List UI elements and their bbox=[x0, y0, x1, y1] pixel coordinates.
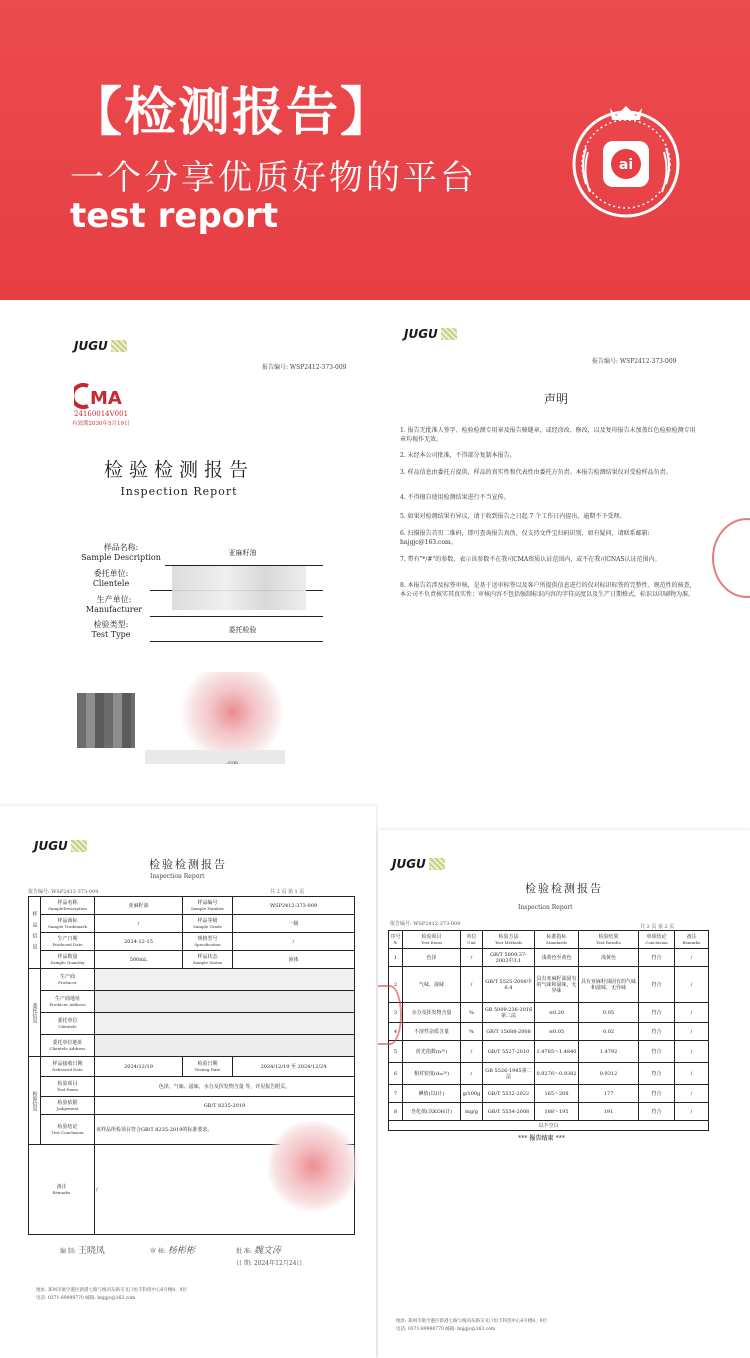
report-info-page bbox=[0, 806, 376, 1358]
lab-contact: 电话: 0371-89998770 邮箱: hnjgjc@163.com bbox=[36, 1296, 136, 1301]
table-row: 4 不溶性杂质含量 % GB/T 15688-2008 ≤0.05 0.02 符合 / bbox=[389, 1023, 709, 1041]
footer-fragment: .com bbox=[226, 760, 239, 766]
page-info: 共 2 页 第 2 页 bbox=[640, 924, 675, 930]
sample-name-value: 亚麻籽油 bbox=[95, 897, 183, 915]
lab-logo bbox=[404, 328, 457, 340]
report-number: 报告编号: WSP2412-373-009 bbox=[28, 889, 99, 895]
lab-logo bbox=[34, 840, 87, 852]
trademark-value: / bbox=[95, 915, 183, 933]
page3-title: 检验检测报告 bbox=[149, 858, 227, 871]
field-manufacturer-label: 生产单位: Manufacturer bbox=[85, 595, 143, 614]
redacted-client-info bbox=[172, 566, 306, 610]
banner-title: 【检测报告】 bbox=[70, 83, 395, 143]
qr-code-redacted bbox=[77, 693, 135, 748]
field-testtype-value: 委托检验 bbox=[228, 626, 257, 634]
field-manufacturer-line bbox=[150, 616, 323, 617]
svg-text:MA: MA bbox=[90, 388, 122, 409]
conclusion-value: 该样品所检项目符合GB/T 8235-2019的标准要求。 bbox=[95, 1115, 355, 1145]
sign-approver: 批 准: 魏文涛 bbox=[236, 1246, 281, 1256]
table-row: 7 碘值(以I计) g/100g GB/T 5532-2022 165～208 177 符合 / bbox=[389, 1085, 709, 1103]
lab-address: 地址: 郑州市航空港区新港七路与梅河东路交叉口恒丰科创中心6号楼8、9层 bbox=[36, 1288, 188, 1293]
page4-title: 检验检测报告 bbox=[525, 882, 603, 895]
field-testtype-line bbox=[150, 641, 323, 642]
logo-mark-icon bbox=[441, 328, 457, 340]
statement-title: 声明 bbox=[543, 392, 568, 406]
testing-date-value: 2024/12/19 至 2024/12/24 bbox=[233, 1057, 355, 1077]
seal-redacted bbox=[268, 1121, 358, 1211]
test-items-value: 色泽，气味、滋味，水分及挥发物含量 等，详见报告附页。 bbox=[95, 1077, 355, 1097]
badge-label: ai bbox=[618, 157, 634, 173]
table-row: 1 色泽 / GB/T 5009.37-2003中3.1 浅黄色至黄色 浅黄色 符合 / bbox=[389, 949, 709, 967]
received-date-value: 2024/12/19 bbox=[95, 1057, 183, 1077]
produced-date-value: 2024-12-15 bbox=[95, 933, 183, 951]
logo-text: JUGU bbox=[392, 857, 426, 871]
judgement-value: GB/T 8235-2019 bbox=[95, 1097, 355, 1115]
sample-number-value: WSP2412-373-009 bbox=[233, 897, 355, 915]
cma-number: 24160014V001 bbox=[74, 410, 129, 418]
status-value: 液体 bbox=[233, 951, 355, 969]
sample-info-table: 样品信息 样品名称 SampleDescription 亚麻籽油 样品编号 Sample Number WSP2412-373-009 样品商标 Sample Trademark / 样品等级 Sample Grade 一级 生产日期 Produced Date 2024-12-15 规格型号 Specification / 样品数量 Sample Quantity 500mL 样品状态 Sample Status 液体 委托信息 生产商 Producer 生产商地址 Producer Address 委托单位 Clientele 委托单位地址 Clientele Address 检验信息 样品接收日期 Delivered Date 2024/12/19 检验日期 Testing Date 2024/12/19 至 2024/12/24 检验项目 Test Items 色泽，气味、滋味，水分及挥发物含量 等，详见报告附页。 检验依据 Judgement GB/T 8235-2019 检验结论 Test Conclusion 该样品所检项目符合GB/T 8235-2019的标准要求。 备注 Remarks / bbox=[28, 896, 355, 1235]
page3-title-en: Inspection Report bbox=[150, 873, 205, 880]
table-row: 2 气味、滋味 / GB/T 5525-2008中6.4 具有亚麻籽油固有的气味和滋味，无异味 具有亚麻籽油固有的气味和滋味，无异味 符合 / bbox=[389, 967, 709, 1003]
field-sample-label: 样品名称: Sample Description bbox=[81, 543, 161, 562]
statement-item: 5. 如果对检测结果有异议，请于收到报告之日起 7 个工作日内提出，逾期不予受理。 bbox=[400, 513, 626, 520]
page4-title-en: Inspection Report bbox=[518, 904, 573, 911]
logo-mark-icon bbox=[111, 340, 127, 352]
cover-title-en: Inspection Report bbox=[120, 485, 238, 498]
remarks-value: / bbox=[95, 1145, 355, 1235]
seal-edge bbox=[712, 518, 750, 598]
sign-editor: 编 制: 王晓凤 bbox=[60, 1246, 105, 1256]
statement-item: 3. 样品信息由委托方提供，样品的真实性和代表性由委托方负责。本报告检测结果仅对受检样品负责。 bbox=[400, 469, 672, 476]
cover-title: 检验检测报告 bbox=[103, 459, 254, 481]
grade-value: 一级 bbox=[233, 915, 355, 933]
statement-item: 4. 不得擅自使用检测结果进行不当宣传。 bbox=[400, 494, 510, 501]
lab-contact: 电话: 0371-89998770 邮箱: hnjgjc@163.com bbox=[396, 1327, 496, 1332]
cma-valid-date: 有效期2030年5月19日 bbox=[72, 421, 130, 427]
report-number: 报告编号: WSP2412-373-009 bbox=[262, 364, 347, 371]
table-row: 3 水分及挥发物含量 % GB 5009.236-2016第二法 ≤0.20 0.05 符合 / bbox=[389, 1003, 709, 1023]
logo-mark-icon bbox=[71, 840, 87, 852]
banner-subtitle: 一个分享优质好物的平台 bbox=[70, 158, 477, 198]
statement-item: 8. 本报告若涉及标签审核，是基于送审标签以及客户所提供信息进行的仅对标识标签的完整性、规范性的核查，本公司不负责核实其真实性；审核内容不包括强制标识内容的字符高度以及生产日期格式，标识以印刷物为准。 bbox=[400, 582, 696, 598]
report-number: 报告编号: WSP2412-373-009 bbox=[592, 358, 677, 365]
report-end: *** 报告结束 *** bbox=[518, 1135, 566, 1142]
header-banner bbox=[0, 0, 750, 300]
blank-marker: 以下空白 bbox=[389, 1121, 709, 1131]
statement-item: 1. 报告无批准人签字、检验检测专用章及报告骑缝章，或经涂改、修改，以及复印报告未加盖红色检验检测专用章均视作无效。 bbox=[400, 427, 696, 443]
logo-text: JUGU bbox=[404, 327, 438, 341]
seal-redacted bbox=[172, 672, 282, 752]
group-sample-label: 样品信息 bbox=[29, 897, 41, 969]
lab-address: 地址: 郑州市航空港区新港七路与梅河东路交叉口恒丰科创中心6号楼8、9层 bbox=[396, 1319, 548, 1324]
table-row: 6 相对密度(d₂₀²⁰) / GB 5526-1985第二法 0.9276～0.9382 0.9312 符合 / bbox=[389, 1063, 709, 1085]
field-sample-value: 亚麻籽油 bbox=[228, 549, 257, 557]
quantity-value: 500mL bbox=[95, 951, 183, 969]
report-cover-page bbox=[0, 300, 358, 800]
report-statement-page bbox=[362, 300, 750, 800]
cma-mark-icon bbox=[74, 382, 136, 410]
lab-logo bbox=[74, 340, 127, 352]
results-header-row: 序号 № 检验项目 Test Items 单位 Unit 检验方法 Test Methods 标准指标 Standards 检验结果 Test Results 单项结论 Conclusion 备注 Remarks bbox=[389, 931, 709, 949]
table-row: 8 皂化值(以KOH计) mg/g GB/T 5534-2008 188～195 191 符合 / bbox=[389, 1103, 709, 1121]
brand-badge-icon bbox=[562, 96, 690, 224]
report-results-page bbox=[378, 830, 750, 1358]
statement-item: 6. 扫描报告首页二维码，即可查询报告真伪，仅支持文件宝扫码识别，如有疑问，请联系邮箱: hnjgjc@163.com。 bbox=[400, 530, 650, 546]
spec-value: / bbox=[233, 933, 355, 951]
banner-english-title: test report bbox=[70, 196, 279, 236]
field-testtype-label: 检验类型: Test Type bbox=[91, 620, 131, 639]
group-test-label: 检验信息 bbox=[29, 1057, 41, 1145]
seal-redacted bbox=[378, 985, 402, 1045]
report-number: 报告编号: WSP2412-373-009 bbox=[390, 921, 461, 927]
lab-logo bbox=[392, 858, 445, 870]
footer-redacted bbox=[145, 750, 285, 764]
table-row: 5 折光指数(n²⁰) / GB/T 5527-2010 1.4785～1.4840 1.4792 符合 / bbox=[389, 1041, 709, 1063]
page-info: 共 2 页 第 1 页 bbox=[270, 889, 305, 895]
logo-text: JUGU bbox=[74, 339, 108, 353]
logo-mark-icon bbox=[429, 858, 445, 870]
statement-item: 2. 未经本公司批准，不得部分复制本报告。 bbox=[400, 452, 516, 459]
group-client-label: 委托信息 bbox=[29, 969, 41, 1057]
results-table bbox=[388, 930, 709, 1131]
sign-date: 日 期: 2024年12月24日 bbox=[236, 1260, 303, 1267]
statement-item: 7. 带有"*/#"的参数，表示该参数不在我司CMA资质认证范围内，或不在我司CNAS认证范围内。 bbox=[400, 556, 661, 563]
logo-text: JUGU bbox=[34, 839, 68, 853]
sign-reviewer: 审 核: 杨彬彬 bbox=[150, 1246, 195, 1256]
field-client-label: 委托单位: Clientele bbox=[92, 569, 130, 588]
